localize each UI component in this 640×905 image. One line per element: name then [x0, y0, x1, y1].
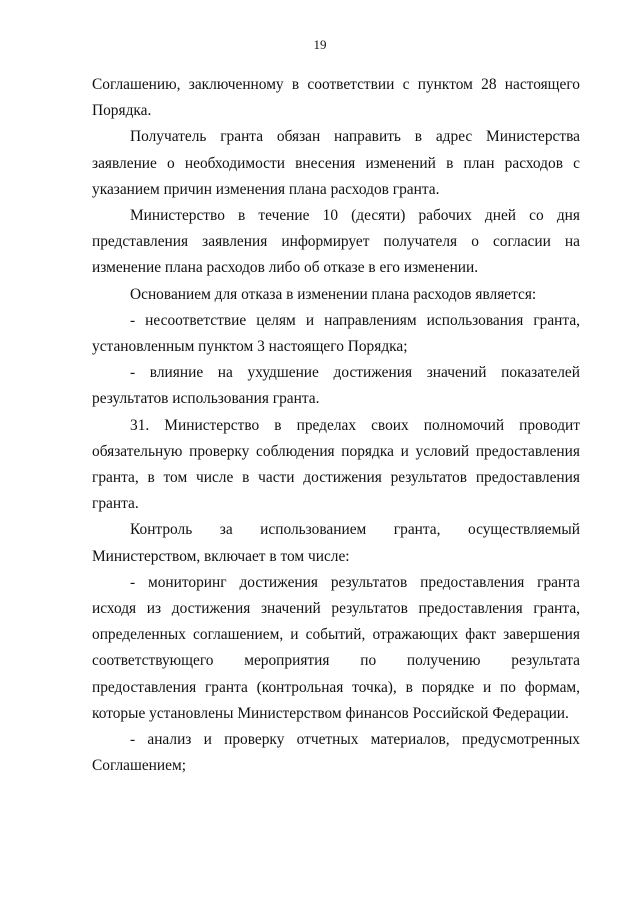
document-body — [92, 72, 580, 779]
list-item-monitoring: - мониторинг достижения результатов предоставления гранта исходя из достижения значений результатов предоставления гранта, определенных соглашением, и событий, отражающих факт завершения соответствующего мероприятия по получению результата предоставления гранта (контрольная точка), в порядке и по формам, которые установлены Министерством финансов Российской Федерации. — [92, 573, 580, 722]
paragraph-clause-31: 31. Министерство в пределах своих полномочий проводит обязательную проверку соблюдения порядка и условий предоставления гранта, в том числе в части достижения результатов предоставления гранта. — [92, 416, 580, 513]
list-item-deterioration: - влияние на ухудшение достижения значений показателей результатов использования гранта. — [92, 364, 580, 408]
paragraph-control: Контроль за использованием гранта, осуществляемый Министерством, включает в том числе: — [92, 521, 580, 565]
paragraph-continuation: Соглашению, заключенному в соответствии с пунктом 28 настоящего Порядка. — [92, 76, 580, 120]
list-item-analysis: - анализ и проверку отчетных материалов, предусмотренных Соглашением; — [92, 731, 580, 775]
paragraph-recipient-obligation: Получатель гранта обязан направить в адрес Министерства заявление о необходимости внесения изменений в план расходов с указанием причин изменения плана расходов гранта. — [92, 128, 580, 198]
paragraph-refusal-grounds: Основанием для отказа в изменении плана расходов является: — [130, 285, 537, 303]
paragraph-ministry-response: Министерство в течение 10 (десяти) рабочих дней со дня представления заявления информирует получателя о согласии на изменение плана расходов либо об отказе в его изменении. — [92, 207, 580, 277]
list-item-inconsistency: - несоответствие целям и направлениям использования гранта, установленным пунктом 3 настоящего Порядка; — [92, 311, 580, 356]
page-number: 19 — [313, 37, 327, 52]
